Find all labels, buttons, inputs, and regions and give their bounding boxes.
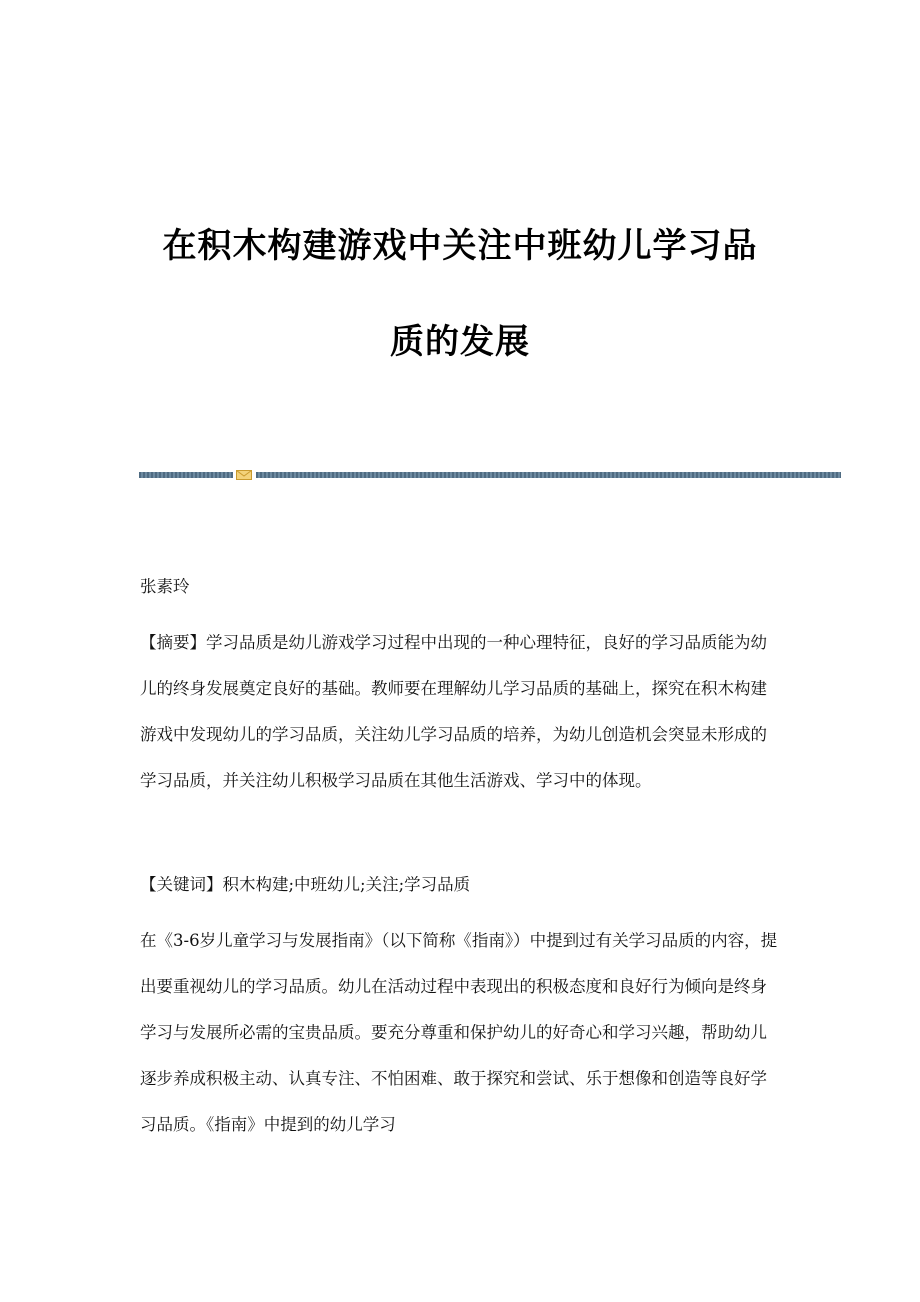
keywords-label: 【关键词】 [140,875,223,894]
envelope-icon [236,470,252,480]
abstract-paragraph [140,620,780,804]
abstract-text: 学习品质是幼儿游戏学习过程中出现的一种心理特征，良好的学习品质能为幼儿的终身发展奠定良好的基础。教师要在理解幼儿学习品质的基础上，探究在积木构建游戏中发现幼儿的学习品质，关注幼儿学习品质的培养，为幼儿创造机会突显未形成的学习品质，并关注幼儿积极学习品质在其他生活游戏、学习中的体现。 [140,633,767,790]
keywords-text: 积木构建;中班幼儿;关注;学习品质 [222,875,471,894]
author-name: 张素玲 [140,577,190,596]
abstract-label: 【摘要】 [140,633,206,652]
keywords-paragraph [140,862,780,908]
divider-bar-right [256,472,841,478]
divider-bar-left [139,472,233,478]
paper-title-line-1: 在积木构建游戏中关注中班幼儿学习品 [162,226,758,266]
paper-title-line-2: 质的发展 [390,322,530,362]
body-paragraph: 在《3-6岁儿童学习与发展指南》（以下简称《指南》）中提到过有关学习品质的内容，提出要重视幼儿的学习品质。幼儿在活动过程中表现出的积极态度和良好行为倾向是终身学习与发展所必需的宝贵品质。要充分尊重和保护幼儿的好奇心和学习兴趣，帮助幼儿逐步养成积极主动、认真专注、不怕困难、敢于探究和尝试、乐于想像和创造等良好学习品质。《指南》中提到的幼儿学习 [140,931,778,1134]
title-divider [139,469,841,481]
